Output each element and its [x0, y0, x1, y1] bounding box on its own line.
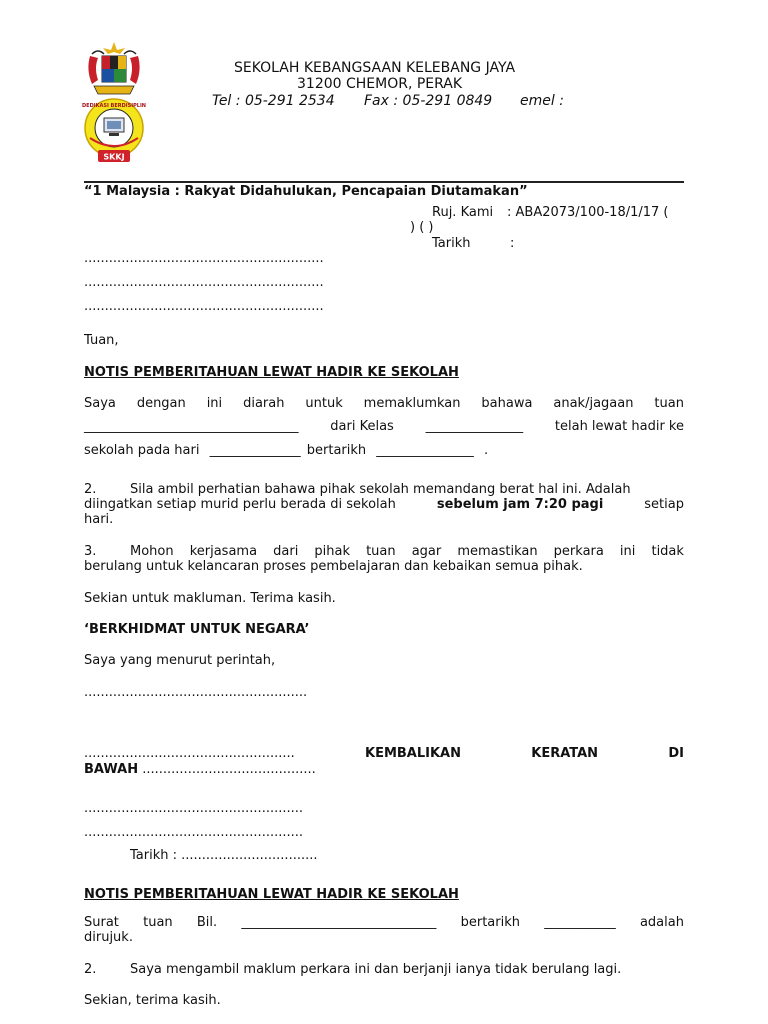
- word: memaklumkan: [363, 396, 461, 411]
- slip-date-line: Tarikh : .................................: [130, 848, 318, 863]
- badge-abbrev: SKKJ: [103, 152, 125, 162]
- word: ini: [206, 396, 223, 411]
- telah-lewat: telah lewat hadir ke: [554, 419, 684, 434]
- para2-line2: [84, 497, 684, 513]
- cut-word: KERATAN: [531, 746, 599, 761]
- word: Surat: [84, 915, 119, 930]
- date-colon: :: [510, 236, 515, 251]
- letter-date-blank: ___________: [544, 915, 616, 930]
- word: bahawa: [481, 396, 533, 411]
- word: bertarikh: [460, 915, 520, 930]
- ref-continued: ) ( ): [410, 220, 434, 235]
- slip-dirujuk: dirujuk.: [84, 930, 133, 945]
- para1-line1: [84, 396, 684, 412]
- letter-number-blank: ______________________________: [241, 915, 437, 930]
- para2-text: setiap: [644, 497, 684, 512]
- word: Mohon: [130, 544, 174, 559]
- signoff: Saya yang menurut perintah,: [84, 653, 276, 668]
- cut-line: [84, 746, 684, 762]
- full-stop: .: [483, 443, 489, 458]
- para2-line3: hari.: [84, 512, 114, 527]
- cut-dots: ..........................................: [142, 762, 316, 777]
- para1-line2: [84, 419, 684, 435]
- cut-word: KEMBALIKAN: [365, 746, 461, 761]
- cut-word: DI: [668, 746, 684, 761]
- para1-line3: [84, 443, 488, 459]
- student-name-blank: _________________________________: [84, 419, 299, 434]
- school-name: SEKOLAH KEBANGSAAN KELEBANG JAYA: [234, 60, 516, 76]
- word: perkara: [553, 544, 604, 559]
- class-blank: _______________: [425, 419, 524, 434]
- salutation: Tuan,: [84, 333, 119, 348]
- address-line: ..........................................................: [84, 299, 324, 314]
- cut-word: BAWAH: [84, 762, 139, 777]
- word: dengan: [136, 396, 186, 411]
- ref-label: Ruj. Kami: [432, 205, 494, 220]
- para3-line1: [130, 544, 684, 560]
- word: Saya: [84, 396, 116, 411]
- word: adalah: [639, 915, 684, 930]
- school-badge-logo: [82, 98, 146, 164]
- slip-sekian: Sekian, terima kasih.: [84, 993, 221, 1008]
- para3-num: 3.: [84, 544, 97, 559]
- word: kerjasama: [189, 544, 258, 559]
- word: dari: [273, 544, 299, 559]
- address-line: ..........................................................: [84, 251, 324, 266]
- word: diarah: [243, 396, 285, 411]
- word: tuan: [654, 396, 684, 411]
- slip-title: NOTIS PEMBERITAHUAN LEWAT HADIR KE SEKOLAH: [84, 887, 459, 902]
- notice-title: NOTIS PEMBERITAHUAN LEWAT HADIR KE SEKOLAH: [84, 365, 459, 380]
- slip-class-line: .....................................................: [84, 825, 304, 840]
- para2-line1: Sila ambil perhatian bahawa pihak sekolah memandang berat hal ini. Adalah: [130, 482, 631, 497]
- cut-line-2: [84, 762, 316, 778]
- slip-name-line: .....................................................: [84, 801, 304, 816]
- word: anak/jagaan: [553, 396, 634, 411]
- day-blank: ______________: [209, 443, 301, 458]
- word: ini: [619, 544, 636, 559]
- ref-value: : ABA2073/100-18/1/17 (: [507, 205, 669, 220]
- school-email: emel :: [520, 93, 564, 109]
- school-fax: Fax : 05-291 0849: [364, 93, 493, 109]
- dari-kelas: dari Kelas: [330, 419, 394, 434]
- para3-line2: berulang untuk kelancaran proses pembelajaran dan kebaikan semua pihak.: [84, 559, 583, 574]
- deadline-time: sebelum jam 7:20 pagi: [436, 497, 604, 512]
- word: tidak: [651, 544, 684, 559]
- slogan: ‘BERKHIDMAT UNTUK NEGARA’: [84, 622, 310, 637]
- badge-text: DEDIKASI BERDISIPLIN: [82, 103, 146, 109]
- signature-line: ......................................................: [84, 685, 308, 700]
- school-address: 31200 CHEMOR, PERAK: [297, 76, 463, 92]
- word: untuk: [305, 396, 343, 411]
- para2-text: diingatkan setiap murid perlu berada di sekolah: [84, 497, 396, 512]
- slip-surat-line: [84, 915, 684, 931]
- school-tel: Tel : 05-291 2534: [212, 93, 335, 109]
- sekolah-pada-hari: sekolah pada hari: [84, 443, 200, 458]
- slip-p2-num: 2.: [84, 962, 97, 977]
- word: tuan: [366, 544, 396, 559]
- motto: “1 Malaysia : Rakyat Didahulukan, Pencapaian Diutamakan”: [84, 184, 528, 199]
- para2-num: 2.: [84, 482, 97, 497]
- date-blank: _______________: [376, 443, 474, 458]
- word: tuan: [143, 915, 173, 930]
- address-line: ..........................................................: [84, 275, 324, 290]
- header-divider: [84, 181, 684, 183]
- bertarikh: bertarikh: [306, 443, 367, 458]
- cut-dots: ...................................................: [84, 746, 295, 761]
- slip-p2-text: Saya mengambil maklum perkara ini dan berjanji ianya tidak berulang lagi.: [130, 962, 622, 977]
- word: agar: [411, 544, 442, 559]
- date-label: Tarikh: [432, 236, 471, 251]
- word: Bil.: [196, 915, 218, 930]
- word: pihak: [314, 544, 350, 559]
- closing: Sekian untuk makluman. Terima kasih.: [84, 591, 336, 606]
- malaysia-crest-logo: [84, 40, 144, 98]
- word: memastikan: [457, 544, 538, 559]
